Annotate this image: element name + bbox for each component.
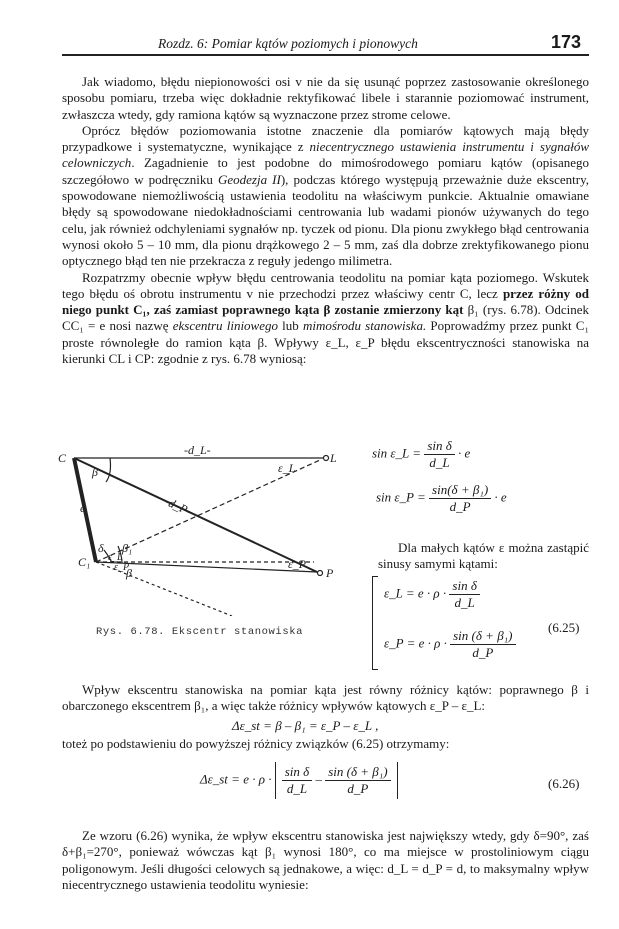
formula-delta-eps: Δε_st = β – β₁ = ε_P – ε_L , [232, 718, 379, 733]
label-dl: -d_L- [184, 446, 211, 457]
equation-number-625: (6.25) [548, 620, 580, 635]
label-p: P [326, 566, 334, 580]
paragraph-1: Jak wiadomo, błędu niepionowości osi v nie da się usunąć poprzez zastosowanie określonego sposobu pomiaru, trzeba więc dokładnie rektyfikować libele i starannie poziomować instrument, zwłaszcza wtedy, gdy ramiona kątów są wyznaczone przez strome celowe. [62, 74, 589, 122]
body-text-bottom [62, 828, 589, 893]
formula-eps-p: ε_P = e · ρ · $\frac{\text{sin (δ + β₁)}}{d\_P}$ [384, 628, 516, 661]
paragraph-5: toteż po podstawieniu do powyższej różnicy związków (6.25) otrzymamy: [62, 736, 450, 751]
label-beta1: β₁ [122, 541, 133, 555]
eccentricity-figure [52, 446, 362, 616]
running-title: Rozdz. 6: Pomiar kątów poziomych i pionowych [158, 36, 418, 51]
page-header [62, 30, 589, 56]
formula-sin-eps-l: sin ε_L = $\frac{\text{sin δ}}{d\_L}$ · e [372, 438, 471, 470]
page-number: 173 [550, 32, 581, 52]
label-delta: δ [98, 541, 104, 555]
small-angle-text: Dla małych kątów ε można zastąpić sinusy samymi kątami: [378, 540, 589, 571]
label-l: L [330, 451, 337, 465]
body-text-substitution [62, 736, 589, 752]
figure-caption: Rys. 6.78. Ekscentr stanowiska [96, 626, 304, 638]
paragraph-2: Oprócz błędów poziomowania istotne znaczenie dla pomiarów kątowych mają błędy przypadkowe i systematyczne, wynikające z niecentrycznego ustawienia instrumentu i sygnałów celowniczych. Zagadnienie to jest podobne do mimośrodowego pomiaru kątów (opisanego szczegółowo w podręczniku Geodezja II), podczas którego występują przeważnie duże ekscentry, spowodowane niemożliwością ustawienia teodolitu na właściwym punkcie. Aktualnie omawiane błędy są spowodowane niedokładnościami centrowania lub wadami pionów używanych do tego celu, jak również odchyleniami sygnałów np. tyczek od pionu. Dla pionu zwykłego błąd centrowania wynosi około 5 – 10 mm, dla pionu drążkowego 2 – 5 mm, zaś dla dobrze zrektyfikowanego pionu optycznego błąd ten nie przekracza z reguły jedengo milimetra. [62, 122, 590, 269]
paragraph-3: Rozpatrzmy obecnie wpływ błędu centrowania teodolitu na pomiar kąta poziomego. Wskutek tego błędu oś obrotu instrumentu v nie przechodzi przez właściwy centr C, lecz przez różny od niego punkt C₁, zaś zamiast poprawnego kąta β zostanie zmierzony kąt β₁ (rys. 6.78). Odcinek CC₁ = e nosi nazwę ekscentru liniowego lub mimośrodu stanowiska. Poprowadźmy przez punkt C₁ proste równoległe do ramion kąta β. Wpływy ε_L, ε_P błędu ekscentryczności stanowiska na kierunki CL i CP: zgodnie z rys. 6.78 wyniosą: [62, 269, 589, 367]
label-dp: -d_P- [162, 494, 194, 519]
point-l [324, 456, 329, 461]
label-c: C [58, 451, 67, 465]
header-rule [62, 54, 589, 56]
body-text-lower [62, 682, 589, 715]
formula-626: Δε_st = e · ρ · $\frac{\text{sin δ}}{d\_L}$ – $\frac{\text{sin (δ + β₁)}}{d\_P}$ [200, 762, 398, 799]
formula-626-bracket: $\frac{\text{sin δ}}{d\_L}$ – $\frac{\text{sin (δ + β₁)}}{d\_P}$ [275, 762, 398, 799]
label-e: e [80, 501, 86, 515]
label-eps-l: ε_L [278, 461, 296, 475]
arc-beta [106, 458, 111, 482]
label-eps-p-lower: ε_P [114, 562, 130, 573]
label-eps-p: ε_P [288, 557, 307, 571]
point-p [318, 571, 323, 576]
paragraph-4: Wpływ ekscentru stanowiska na pomiar kąta jest równy różnicy kątów: poprawnego β i obarczonego ekscentrem β₁, a więc także różnicy wpływów kątowych ε_P – ε_L: [62, 682, 589, 714]
label-beta-lower: β [126, 566, 132, 580]
system-bracket [372, 576, 378, 670]
label-c1: C₁ [78, 555, 91, 569]
label-beta: β [92, 465, 98, 479]
paragraph-6: Ze wzoru (6.26) wynika, że wpływ ekscentru stanowiska jest największy wtedy, gdy δ=90°, zaś δ+β₁=270°, ponieważ wówczas kąt β₁ wynosi 180°, co ma miejsce w prostoliniowym ciągu poligonowym. Jeśli długości celowych są jednakowe, a więc: d_L = d_P = d, to maksymalny wpływ niecentrycznego ustawienia teodolitu wyniesie: [62, 828, 589, 892]
formula-sin-eps-p: sin ε_P = $\frac{\text{sin(δ + β₁)}}{d\_P}$ · e [376, 482, 507, 514]
formula-eps-l: ε_L = e · ρ · $\frac{\text{sin δ}}{d\_L}$ [384, 578, 480, 611]
equation-number-626: (6.26) [548, 776, 580, 791]
label-eps-l-lower: ε_L [108, 552, 123, 563]
body-text-top [62, 74, 589, 367]
